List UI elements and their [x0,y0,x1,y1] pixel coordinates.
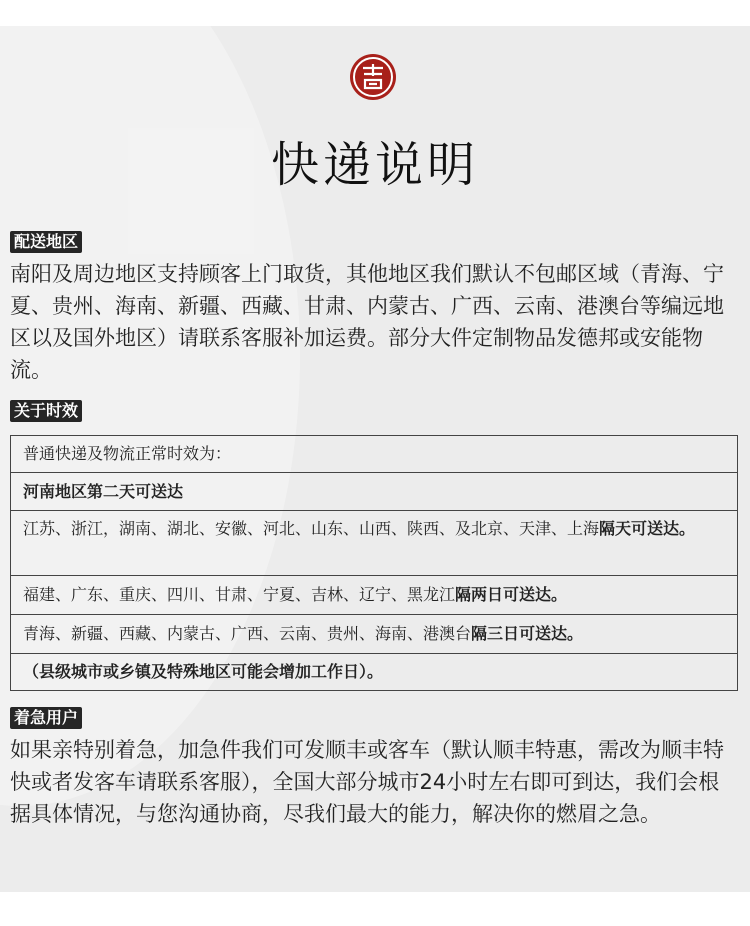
content-panel [0,26,750,892]
row-text: 青海、新疆、西藏、内蒙古、广西、云南、贵州、海南、港澳台 [23,624,472,643]
row-text: （县级城市或乡镇及特殊地区可能会增加工作日）。 [23,662,384,681]
row-highlight: 隔三日可送达。 [471,624,584,643]
urgent-tag: 着急用户 [10,707,82,729]
delivery-area-tag: 配送地区 [10,231,82,253]
row-text: 河南地区第二天可送达 [23,482,184,501]
brand-seal-icon [350,54,396,100]
table-row [11,576,737,615]
row-highlight: 隔两日可送达。 [455,585,568,604]
row-text: 江苏、浙江，湖南、湖北、安徽、河北、山东、山西、陕西、及北京、天津、上海 [23,519,600,538]
row-text: 福建、广东、重庆、四川、甘肃、宁夏、吉林、辽宁、黑龙江 [23,585,456,604]
urgent-text: 如果亲特别着急，加急件我们可发顺丰或客车（默认顺丰特惠，需改为顺丰特快或者发客车请联系客服），全国大部分城市24小时左右即可到达，我们会根据具体情况，与您沟通协商，尽我们最大的能力，解决你的燃眉之急。 [10,738,724,826]
page-title: 快递说明 [270,137,479,193]
row-text: 普通快递及物流正常时效为： [23,444,232,463]
table-row [11,615,737,654]
table-row [11,436,737,473]
table-row [11,511,737,576]
table-row [11,654,737,691]
delivery-area-text: 南阳及周边地区支持顾客上门取货，其他地区我们默认不包邮区域（青海、宁夏、贵州、海南、新疆、西藏、甘肃、内蒙古、广西、云南、港澳台等编远地区以及国外地区）请联系客服补加运费。部分大件定制物品发德邦或安能物流。 [10,262,724,382]
row-highlight: 隔天可送达。 [599,519,696,538]
table-row [11,473,737,511]
timeliness-tag: 关于时效 [10,400,82,422]
timeliness-table [10,435,738,691]
